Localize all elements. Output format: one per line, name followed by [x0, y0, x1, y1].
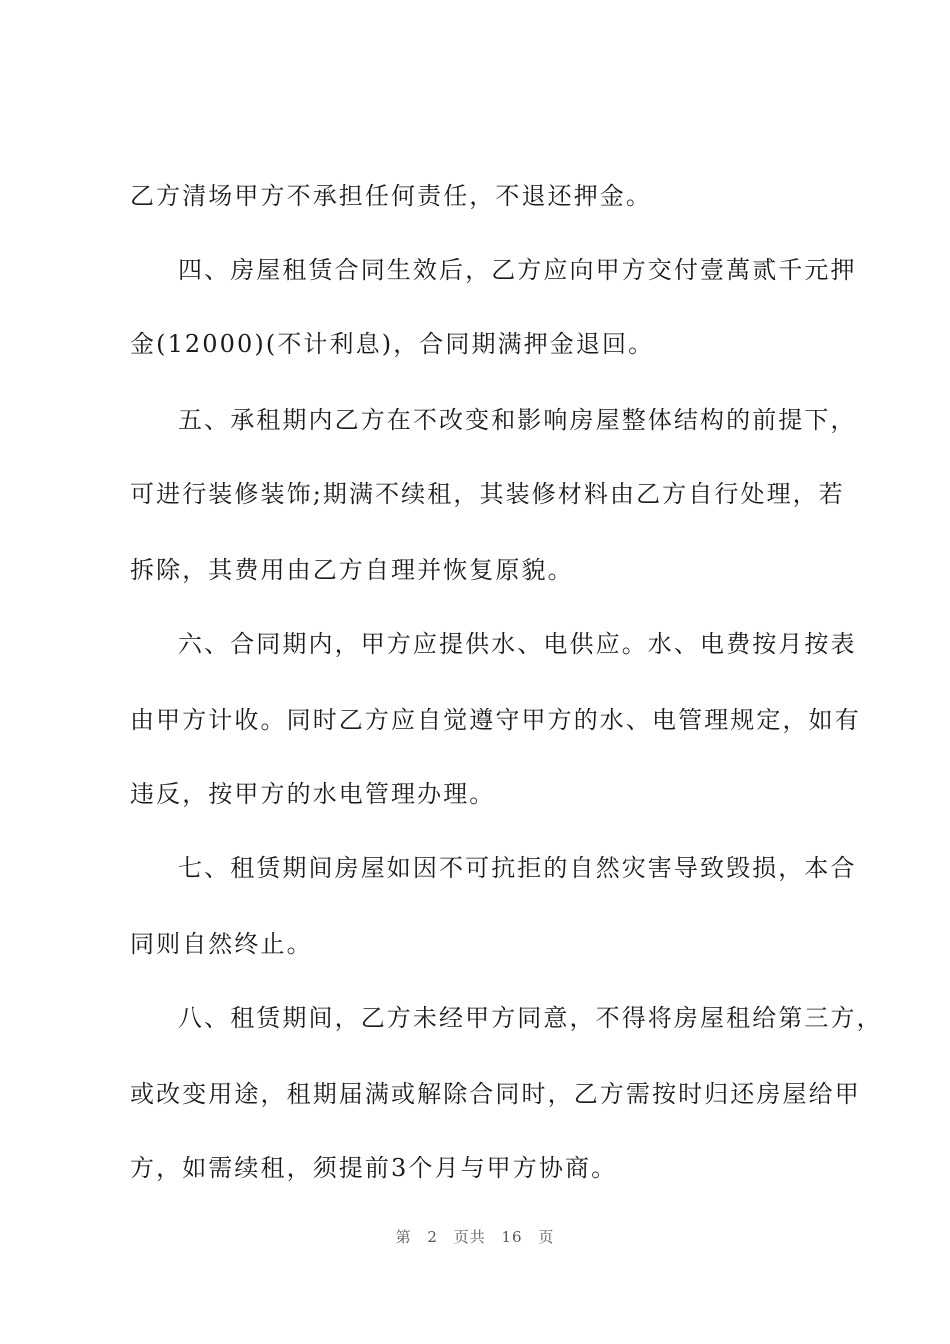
text-line: 违反，按甲方的水电管理办理。 [130, 780, 496, 808]
page-number-footer: 第 2 页共 16 页 [395, 1228, 555, 1246]
text-line: 五、承租期内乙方在不改变和影响房屋整体结构的前提下， [178, 406, 857, 434]
text-line: 方，如需续租，须提前3个月与甲方协商。 [130, 1154, 618, 1182]
text-line: 可进行装修装饰;期满不续租，其装修材料由乙方自行处理，若 [130, 480, 845, 508]
text-line: 由甲方计收。同时乙方应自觉遵守甲方的水、电管理规定，如有 [130, 706, 861, 734]
text-line: 或改变用途，租期届满或解除合同时，乙方需按时归还房屋给甲 [130, 1080, 861, 1108]
text-line: 六、合同期内，甲方应提供水、电供应。水、电费按月按表 [178, 630, 857, 658]
text-line: 七、租赁期间房屋如因不可抗拒的自然灾害导致毁损，本合 [178, 854, 857, 882]
text-line: 拆除，其费用由乙方自理并恢复原貌。 [130, 556, 574, 584]
text-line: 金(12000)(不计利息)，合同期满押金退回。 [130, 330, 655, 358]
text-line: 乙方清场甲方不承担任何责任，不退还押金。 [130, 182, 652, 210]
text-line: 四、房屋租赁合同生效后，乙方应向甲方交付壹萬贰千元押 [178, 256, 857, 284]
text-line: 八、租赁期间，乙方未经甲方同意，不得将房屋租给第三方， [178, 1004, 883, 1032]
text-line: 同则自然终止。 [130, 930, 313, 958]
